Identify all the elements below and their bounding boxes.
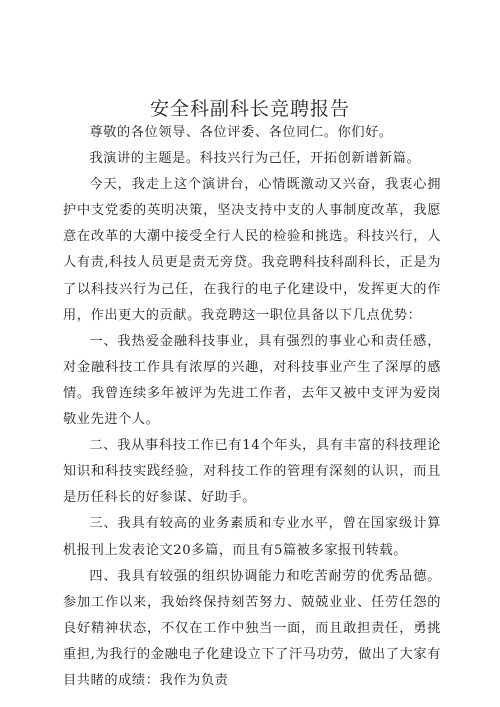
paragraph-greeting: 尊敬的各位领导、各位评委、各位同仁。你们好。 (89, 125, 393, 140)
paragraph-advantage-3: 三、我具有较高的业务素质和专业水平，曾在国家级计算机报刊上发表论文20多篇，而且有5篇被多家报刊转载。 (63, 516, 441, 558)
paragraph-intro: 今天，我走上这个演讲台，心情既激动又兴奋，我衷心拥护中支党委的英明决策，坚决支持中支的人事制度改革，我愿意在改革的大潮中接受全行人民的检验和挑选。科技兴行，人人有责,科技人员更是责无旁贷。我竞聘科技科副科长，正是为了以科技兴行为己任，在我行的电子化建设中，发挥更大的作用，作出更大的贡献。我竞聘这一职位具备以下几点优势： (63, 177, 441, 323)
paragraph-advantage-2: 二、我从事科技工作已有14个年头，具有丰富的科技理论知识和科技实践经验，对科技工作的管理有深刻的认识，而且是历任科长的好参谋、好助手。 (63, 438, 441, 506)
document-body (63, 120, 441, 694)
paragraph-theme: 我演讲的主题是。科技兴行为己任，开拓创新谱新篇。 (89, 151, 421, 167)
paragraph-advantage-4: 四、我具有较强的组织协调能力和吃苦耐劳的优秀品德。参加工作以来，我始终保持刻苦努力、兢兢业业、任劳任怨的良好精神状态，不仅在工作中独当一面，而且敢担责任，勇挑重担,为我行的金融电子化建设立下了汗马功劳，做出了大家有目共睹的成绩：我作为负责 (63, 568, 441, 688)
paragraph-advantage-1: 一、我热爱金融科技事业，具有强烈的事业心和责任感，对金融科技工作具有浓厚的兴趣，对科技事业产生了深厚的感情。我曾连续多年被评为先进工作者，去年又被中支评为爱岗敬业先进个人。 (63, 333, 441, 428)
document-title: 安全科副科长竞聘报告 (149, 98, 350, 120)
